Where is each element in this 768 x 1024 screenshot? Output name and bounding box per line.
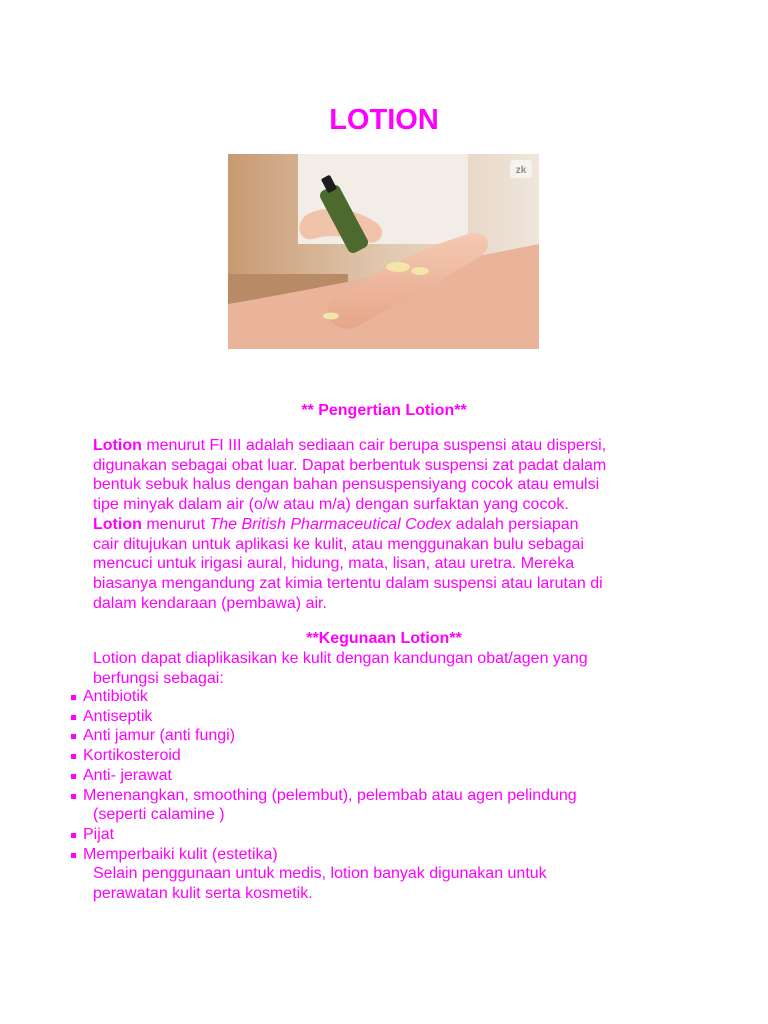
watermark-logo: [510, 160, 532, 178]
text-line: biasanya mengandung zat kimia tertentu dalam suspensi atau larutan di: [93, 574, 603, 592]
list-item: [70, 746, 710, 766]
text-line: menurut FI III adalah sediaan cair berupa suspensi atau dispersi,: [141, 437, 607, 454]
source-title: The British Pharmaceutical Codex: [209, 515, 452, 533]
paragraph-closing: [93, 864, 693, 903]
list-item: [70, 825, 710, 845]
section-heading-kegunaan: **Kegunaan Lotion**: [306, 630, 462, 647]
lotion-illustration: [228, 154, 539, 349]
lotion-photo: [228, 154, 539, 349]
text-line: berfungsi sebagai:: [93, 669, 224, 687]
text-line: perawatan kulit serta kosmetik.: [93, 884, 313, 902]
list-item-text: Antiseptik: [83, 707, 153, 725]
text-line: [93, 436, 693, 456]
paragraph-definition-fi3: [93, 436, 693, 613]
list-item: [70, 786, 710, 825]
list-item-continuation: (seperti calamine ): [93, 806, 225, 824]
list-item: [70, 687, 710, 707]
text-line: Lotion dapat diaplikasikan ke kulit dengan kandungan obat/agen yang: [93, 650, 588, 667]
text-line: digunakan sebagai obat luar. Dapat berbentuk suspensi zat padat dalam: [93, 456, 607, 474]
list-item: [70, 845, 710, 865]
list-item-text: Memperbaiki kulit (estetika): [83, 845, 278, 863]
text-line: mencuci untuk irigasi aural, hidung, mata, lisan, atau uretra. Mereka: [93, 555, 575, 573]
page-title: LOTION: [329, 104, 439, 136]
list-item-text: Kortikosteroid: [83, 747, 181, 765]
text-line: bentuk sebuk halus dengan bahan pensuspensiyang cocok atau emulsi: [93, 476, 600, 494]
list-item-text: Menenangkan, smoothing (pelembut), pelembab atau agen pelindung: [83, 786, 577, 804]
term-lotion: Lotion: [93, 437, 142, 454]
section-heading-pengertian: ** Pengertian Lotion**: [301, 402, 467, 419]
paragraph-intro: [93, 649, 693, 688]
list-item-text: Anti- jerawat: [83, 766, 172, 784]
text-line: tipe minyak dalam air (o/w atau m/a) dengan surfaktan yang cocok.: [93, 496, 569, 514]
text-line: [93, 515, 693, 535]
list-item-text: Antibiotik: [83, 688, 148, 705]
term-lotion: Lotion: [93, 515, 142, 533]
watermark-text: zk: [515, 165, 527, 176]
list-item-text: Pijat: [83, 825, 115, 843]
list-item: [70, 726, 710, 746]
text-line: Selain penggunaan untuk medis, lotion banyak digunakan untuk: [93, 865, 547, 882]
text-fragment: adalah persiapan: [451, 515, 579, 533]
uses-list: [70, 687, 710, 864]
list-item: [70, 707, 710, 727]
list-item-text: Anti jamur (anti fungi): [83, 727, 236, 745]
text-fragment: menurut: [141, 515, 210, 533]
text-line: cair ditujukan untuk aplikasi ke kulit, atau menggunakan bulu sebagai: [93, 535, 584, 553]
list-item: [70, 766, 710, 786]
text-line: dalam kendaraan (pembawa) air.: [93, 594, 327, 612]
